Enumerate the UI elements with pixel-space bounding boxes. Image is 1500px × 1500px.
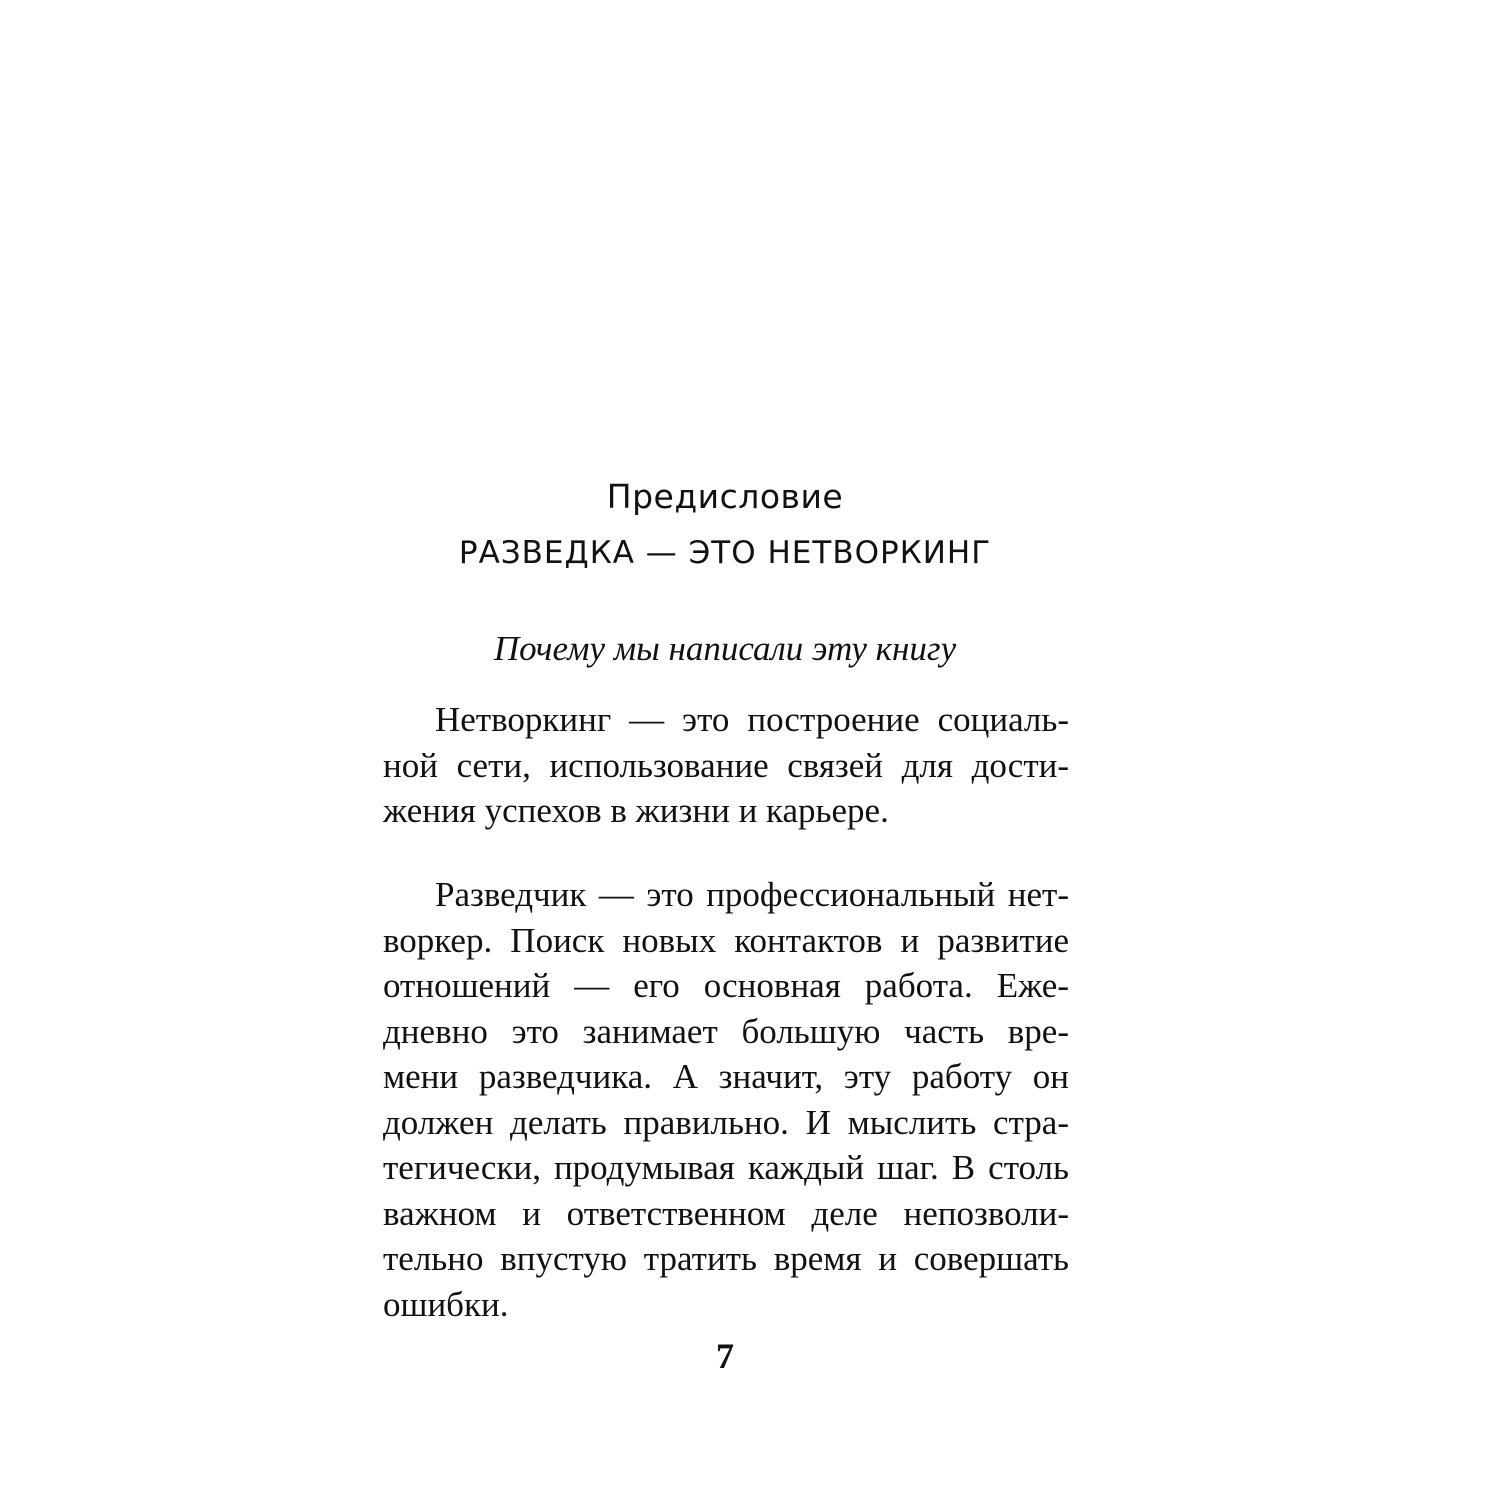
paragraph-line: дневно это занимает большую часть вре-	[383, 1011, 1069, 1051]
section-subtitle: Почему мы написали эту книгу	[493, 629, 957, 668]
paragraph-line: должен делать правильно. И мыслить стра-	[383, 1102, 1069, 1142]
paragraph-2	[383, 872, 1069, 1327]
chapter-title: РАЗВЕДКА — ЭТО НЕТВОРКИНГ	[458, 535, 992, 571]
page-number: 7	[716, 1336, 734, 1376]
paragraph-line: воркер. Поиск новых контактов и развитие	[383, 920, 1069, 960]
paragraph-line: важном и ответственном деле непозволи-	[383, 1193, 1069, 1233]
paragraph-line: тегически, продумывая каждый шаг. В столь	[383, 1148, 1069, 1187]
chapter-label: Предисловие	[606, 477, 844, 516]
paragraph-line: ошибки.	[383, 1284, 509, 1324]
paragraph-line: Разведчик — это профессиональный нет-	[435, 875, 1069, 914]
paragraph-line: жения успехов в жизни и карьере.	[383, 791, 889, 830]
paragraph-line: мени разведчика. А значит, эту работу он	[383, 1057, 1069, 1096]
paragraph-line: отношений — его основная работа. Еже-	[383, 966, 1069, 1005]
paragraph-line: ной сети, использование связей для дости-	[383, 745, 1069, 785]
paragraph-line: Нетворкинг — это построение социаль-	[435, 700, 1069, 739]
paragraph-1	[383, 697, 1069, 834]
paragraph-line: тельно впустую тратить время и совершать	[383, 1239, 1069, 1278]
